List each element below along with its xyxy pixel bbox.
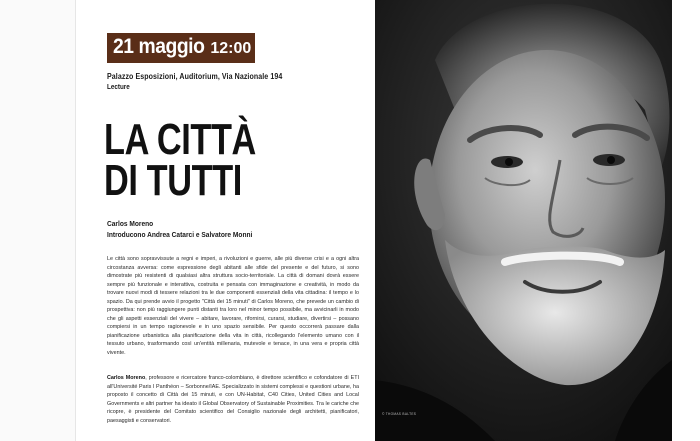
title-line-1: LA CITTÀ bbox=[104, 115, 256, 164]
speaker-portrait-photo bbox=[375, 0, 672, 441]
event-category: Lecture bbox=[107, 84, 130, 91]
bio-text: , professore e ricercatore franco-colombiano, è direttore scientifico e cofondatore di ETI all'Université Paris I Panthéon – Sorbonne/IAE. Specializzato in sistemi complessi e questioni urbane, ha proposto il concetto di Città dei 15 minuti, e con UN-Habitat, C40 Cities, United Cities and Local Governments e altri partner ha ideato il Global Observatory of Sustainable Proximities. Tra le cariche che ricopre, è presidente del Comitato scientifico del Consiglio nazionale degli architetti, pianificatori, paesaggisti e conservatori. bbox=[107, 375, 359, 424]
introducers: Introducono Andrea Catarci e Salvatore Monni bbox=[107, 230, 253, 239]
speaker-bio bbox=[107, 374, 359, 425]
title-line-2: DI TUTTI bbox=[104, 156, 242, 205]
date-time-banner bbox=[107, 33, 255, 63]
bio-name: Carlos Moreno bbox=[107, 375, 146, 381]
left-margin bbox=[0, 0, 75, 441]
page-title bbox=[104, 115, 256, 205]
event-time: 12:00 bbox=[210, 40, 252, 57]
portrait-illustration bbox=[375, 0, 672, 441]
event-venue: Palazzo Esposizioni, Auditorium, Via Nazionale 194 bbox=[107, 72, 283, 81]
photo-credit: © THOMAS BALTES bbox=[382, 412, 417, 416]
right-margin bbox=[672, 0, 700, 441]
speaker-name: Carlos Moreno bbox=[107, 219, 154, 228]
event-date: 21 maggio bbox=[113, 35, 205, 58]
event-description: Le città sono sopravvissute a regni e imperi, a rivoluzioni e guerre, alle più diverse crisi e a ogni altra circostanza avversa: come espressione degli abitanti alle sfide del presente e del futuro, si sono dimostrate più resistenti di qualsiasi altra struttura socio-territoriale. La città di domani dovrà essere sempre più funzionale e interattiva, costruita e pensata con immaginazione e creatività, in modo da trovare nuovi modi di tessere relazioni tra le due componenti essenziali della vita cittadina: il tempo e lo spazio. Da qui prende avvio il progetto "Città dei 15 minuti" di Carlos Moreno, che prevede un cambio di prospettiva: non più raggiungere punti distanti tra loro nel minor tempo possibile, ma avvicinarli in modo che gli aspetti essenziali del vivere – abitare, lavorare, rifornirsi, curarsi, studiare, divertirsi – possano compiersi in un tempo ragionevole e in uno spazio sensibile. Per questo occorrerà passare dalla pianificazione urbanistica alla pianificazione della vita in città, ricollegando l'elemento umano con il tessuto urbano, trasformando così un'entità millenaria, mutevole e tenace, in una vera e propria città vivente. bbox=[107, 256, 359, 357]
